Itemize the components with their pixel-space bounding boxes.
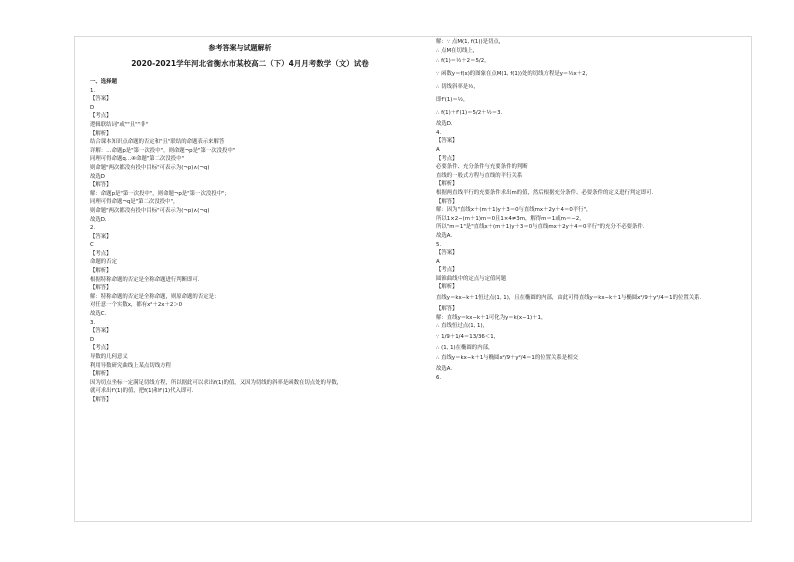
right-line: 【答案】 <box>436 250 458 257</box>
doc-subtitle: 2020-2021学年河北省衡水市某校高二（下）4月月考数学（文）试卷 <box>131 59 369 68</box>
right-lines <box>436 38 766 383</box>
right-line: 解：因为"直线x＋(m＋1)y＋3＝0与直线mx＋2y＋4＝0平行"， <box>436 207 592 214</box>
left-line: 利用导数研究曲线上某点切线方程 <box>90 362 171 369</box>
right-line: 5. <box>436 241 442 248</box>
left-line: 故选D. <box>90 216 107 223</box>
left-line: 【解析】 <box>90 371 112 378</box>
left-line: 根据特称命题的否定是全称命题进行判断即可. <box>90 276 200 283</box>
left-line: 同理可得命题q…④命题"第二次没投中" <box>90 156 185 163</box>
right-line: 解：∵ 点M(1, f(1))是切点， <box>436 39 505 45</box>
left-line: 对任意一个实数x，都有x²＋2x＋2＞0 <box>90 302 183 309</box>
left-line: C <box>90 242 94 249</box>
right-line: 根据两直线平行的充要条件求出m的值，然后根据充分条件、必要条件的定义进行判定即可. <box>436 189 654 196</box>
left-line: 同理可得命题¬q是"第二次没投中"， <box>90 199 179 206</box>
right-line: 【解析】 <box>436 284 458 291</box>
left-lines <box>90 87 420 405</box>
right-line: ∵ 1/9＋1/4＝13/36＜1， <box>436 333 500 340</box>
left-line: 1. <box>90 87 96 94</box>
left-line: 则命题"两次都没有投中目标"可表示为(¬p)∧(¬q) <box>90 164 210 171</box>
left-line: D <box>90 336 95 343</box>
right-line: ∴ f(1)＝½＋2＝5/2， <box>436 58 490 65</box>
right-line: 解：直线y＝kx−k＋1可化为y＝k(x−1)＋1， <box>436 314 547 321</box>
left-line: 因为切点坐标一定满足切线方程，所以据此可以求出f(1)的值，又因为切线的斜率是函数在切点处的导数， <box>90 379 343 386</box>
right-line: 即f'(1)＝½， <box>436 97 469 104</box>
left-line: 故选D <box>90 173 105 180</box>
right-line: 直线y＝kx−k＋1恒过点(1, 1)，且在椭圆的内部，由此可得直线y＝kx−k＋1与椭圆x²/9＋y²/4＝1的位置关系. <box>436 295 702 302</box>
right-line: ∴ 直线y＝kx−k＋1与椭圆x²/9＋y²/4＝1的位置关系是相交 <box>436 355 578 362</box>
right-line: ∵ 函数y＝f(x)的图象在点M(1, f(1))处的切线方程是y＝½x＋2， <box>436 71 591 78</box>
left-line: 【解答】 <box>90 285 112 292</box>
left-line: 逻辑联结词"或""且""非" <box>90 121 149 128</box>
left-line: 【解析】 <box>90 268 112 275</box>
right-line: 4. <box>436 129 442 136</box>
right-line: 直线的一般式方程与直线的平行关系 <box>436 172 523 179</box>
right-line: ∴ 点M在切线上， <box>436 47 479 54</box>
left-line: 【考点】 <box>90 250 112 257</box>
right-line: ∴ f(1)＋f'(1)＝5/2＋½＝3. <box>436 110 503 117</box>
left-line: 3. <box>90 319 96 326</box>
right-line: 【解答】 <box>436 306 458 313</box>
right-line: 必要条件、充分条件与充要条件的判断 <box>436 164 528 171</box>
right-line: 故选A. <box>436 232 453 239</box>
right-line: 所以"m＝1"是"直线x＋(m＋1)y＋3＝0与直线mx＋2y＋4＝0平行"的充分不必要条件. <box>436 224 645 231</box>
left-line: 故选C. <box>90 311 107 318</box>
right-line: 故选D. <box>436 121 453 128</box>
left-line: 【答案】 <box>90 233 112 240</box>
right-line: 【解析】 <box>436 181 458 188</box>
left-line: 解：命题p是"第一次投中"，则命题¬p是"第一次没投中"； <box>90 190 230 197</box>
right-line: 【解答】 <box>436 198 458 205</box>
right-line: 圆锥曲线中的定点与定值问题 <box>436 275 507 282</box>
left-line: D <box>90 104 95 111</box>
left-line: 【答案】 <box>90 328 112 335</box>
left-line: 【答案】 <box>90 96 112 103</box>
right-line: A <box>436 146 440 153</box>
left-line: 【解答】 <box>90 396 112 403</box>
left-line: 【考点】 <box>90 113 112 120</box>
left-line: 详解：…命题p是"第一次投中"，则命题¬p是"第一次没投中" <box>90 147 236 154</box>
left-line: 导数的几何意义 <box>90 354 128 360</box>
left-line: 【考点】 <box>90 345 112 352</box>
left-line: 就可求出f'(1)的值，把f(1)和f'(1)代入即可. <box>90 388 194 395</box>
left-line: 解：特称命题的否定是全称命题，则原命题的否定是： <box>90 293 220 300</box>
left-line: 命题的否定 <box>90 259 117 266</box>
left-line: 2. <box>90 225 96 232</box>
right-line: ∴ (1, 1)在椭圆的内部， <box>436 344 494 351</box>
left-line: 结合课本知识点命题的否定和"且"联结的命题表示来解答 <box>90 139 225 146</box>
right-line: A <box>436 258 440 265</box>
right-line: 所以1×2−(m＋1)m＝0且1×4≠3m，解得m＝1或m＝−2， <box>436 215 585 222</box>
right-line: ∴ 切线斜率是½， <box>436 84 479 91</box>
left-line: 【解析】 <box>90 130 112 137</box>
section-heading: 一、选择题 <box>90 79 117 85</box>
left-column <box>90 38 420 405</box>
right-line: 6. <box>436 375 442 382</box>
right-line: 故选A. <box>436 366 453 373</box>
right-line: 【考点】 <box>436 155 458 162</box>
right-line: 【考点】 <box>436 267 458 274</box>
right-column <box>436 38 766 383</box>
doc-title: 参考答案与试题解析 <box>208 44 272 52</box>
right-line: ∴ 直线恒过点(1, 1)， <box>436 323 488 330</box>
left-line: 【解答】 <box>90 182 112 189</box>
right-line: 【答案】 <box>436 138 458 145</box>
left-line: 则命题"两次都没有投中目标"可表示为(¬p)∧(¬q) <box>90 207 210 214</box>
